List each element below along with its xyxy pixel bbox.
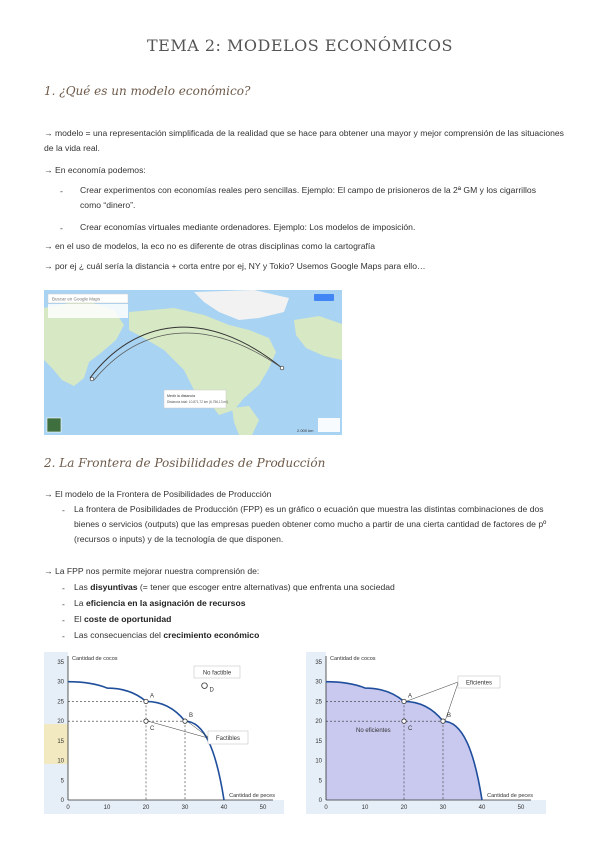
page-title: TEMA 2: MODELOS ECONÓMICOS (146, 36, 453, 55)
x-tick-label: 20 (400, 805, 408, 811)
s2-paragraph-3: → La FPP nos permite mejorar nuestra comprensión de: (44, 566, 260, 576)
x-tick-label: 50 (259, 805, 267, 811)
point-a (402, 699, 406, 703)
y-tick-label: 25 (57, 699, 64, 706)
y-axis-label: Cantidad de cocos (72, 656, 118, 662)
point-c (144, 719, 148, 723)
satellite-layer-toggle[interactable] (47, 418, 61, 432)
s2-fpp-definition: La frontera de Posibilidades de Producción (FPP) es un gráfico o ecuación que muestra las distintas combinaciones de dos bienes o servicios (outputs) que las empresas pueden obtener como mucho a partir de una cierta cantidad de factores de pº (recursos o inputs) y de la tecnología de que disponen. (74, 504, 547, 544)
point-label-d: D (209, 687, 214, 694)
s1-bullet-2: Crear economías virtuales mediante ordenadores. Ejemplo: Los modelos de imposición. (80, 222, 416, 232)
list-item-crecimiento: Las consecuencias del crecimiento económico (74, 630, 260, 640)
bullet-dash: - (62, 583, 65, 593)
x-tick-label: 40 (478, 805, 486, 811)
x-axis-label: Cantidad de peces (229, 793, 275, 799)
eficientes-label: Eficientes (465, 680, 493, 687)
y-tick-label: 0 (60, 798, 64, 804)
x-axis-band (44, 800, 284, 814)
y-tick-label: 25 (315, 699, 322, 706)
y-tick-label: 5 (318, 778, 322, 785)
tokyo-marker (90, 377, 94, 381)
map-scale-label: 2.000 km (297, 428, 314, 433)
y-tick-label: 30 (315, 679, 322, 686)
x-tick-label: 30 (439, 805, 447, 811)
point-label-a: A (150, 693, 155, 700)
y-tick-label: 5 (60, 778, 64, 785)
bullet-dash: - (60, 223, 63, 233)
map-svg (44, 290, 342, 435)
list-item-coste: El coste de oportunidad (74, 614, 172, 624)
map-signin-button[interactable] (314, 294, 334, 301)
bullet-dash: - (62, 615, 65, 625)
s1-bullet-1: Crear experimentos con economías reales pero sencillas. Ejemplo: El campo de prisioneros de la 2ª GM y los cigarrillos como “dinero”. (80, 185, 536, 210)
point-label-b: B (189, 713, 194, 720)
x-tick-label: 0 (324, 805, 328, 811)
s2-paragraph-1: → El modelo de la Frontera de Posibilidades de Producción (44, 489, 272, 499)
s1-paragraph-3: → en el uso de modelos, la eco no es diferente de otras disciplinas como la cartografía (44, 241, 376, 251)
google-map-screenshot (44, 290, 342, 435)
fpp-chart-1-svg (44, 652, 284, 814)
list-item-eficiencia: La eficiencia en la asignación de recursos (74, 598, 246, 608)
point-a (144, 699, 148, 703)
point-b (441, 719, 445, 723)
callout-line-to-b (187, 721, 208, 737)
y-tick-label: 30 (57, 679, 64, 686)
x-tick-label: 10 (103, 805, 111, 811)
factibles-label: Factibles (215, 736, 241, 742)
callout-line-to-b (445, 683, 458, 721)
no-factible-label: No factible (202, 670, 232, 677)
bullet-dash: - (62, 599, 65, 609)
distance-info-total: Distancia total: 10.871,72 km (6.756,13 mi) (167, 400, 228, 404)
section-2-heading: 2. La Frontera de Posibilidades de Producción (44, 456, 326, 470)
y-tick-label: 20 (57, 719, 64, 726)
bullet-dash: - (62, 631, 65, 641)
point-b (183, 719, 187, 723)
y-tick-label: 10 (315, 758, 322, 765)
map-zoom-controls[interactable] (318, 418, 340, 432)
y-tick-label: 15 (315, 738, 322, 745)
x-tick-label: 40 (220, 805, 228, 811)
map-sidebar-panel (48, 304, 128, 318)
y-tick-label: 10 (57, 758, 64, 765)
y-tick-label: 35 (315, 660, 322, 666)
no-eficientes-label: No eficientes (356, 728, 391, 735)
y-axis-highlight (44, 724, 68, 764)
x-tick-label: 0 (66, 805, 70, 811)
y-axis-band (306, 652, 326, 814)
bullet-dash: - (62, 505, 65, 515)
y-tick-label: 0 (318, 798, 322, 804)
callout-line-to-a (406, 682, 458, 701)
s1-paragraph-2: → En economía podemos: (44, 165, 146, 175)
list-item-disyuntivas: Las disyuntivas (= tener que escoger entre alternativas) que enfrenta una sociedad (74, 582, 395, 592)
bullet-dash: - (60, 186, 63, 196)
x-tick-label: 10 (361, 805, 369, 811)
fpp-chart-2-svg (306, 652, 546, 814)
point-label-c: C (150, 726, 155, 733)
x-tick-label: 50 (517, 805, 525, 811)
distance-info-box (164, 390, 226, 408)
distance-info-title: Medir la distancia (167, 394, 195, 398)
fpp-chart-feasible (44, 652, 284, 819)
new-york-marker (280, 366, 284, 370)
y-tick-label: 35 (57, 660, 64, 666)
x-tick-label: 20 (142, 805, 150, 811)
fpp-chart-efficiency (306, 652, 546, 819)
x-tick-label: 30 (181, 805, 189, 811)
y-axis-label: Cantidad de cocos (330, 656, 376, 662)
s1-paragraph-4: → por ej ¿ cuál sería la distancia + corta entre por ej, NY y Tokio? Usemos Google Maps para ello… (44, 261, 426, 271)
map-search-placeholder: Buscar en Google Maps (52, 296, 101, 302)
y-tick-label: 20 (315, 719, 322, 726)
x-axis-label: Cantidad de peces (487, 793, 533, 799)
point-label-c: C (408, 726, 413, 733)
point-label-b: B (447, 713, 452, 720)
callout-line-to-c (148, 721, 208, 738)
point-label-a: A (408, 693, 413, 700)
point-c (402, 719, 406, 723)
y-tick-label: 15 (57, 738, 64, 745)
x-axis-band (306, 800, 546, 814)
section-1-heading: 1. ¿Qué es un modelo económico? (44, 84, 251, 98)
s1-paragraph-1: → modelo = una representación simplificada de la realidad que se hace para obtener una mayor y mejor comprensión de las situaciones de la vida real. (44, 128, 564, 153)
point-d (202, 683, 208, 689)
